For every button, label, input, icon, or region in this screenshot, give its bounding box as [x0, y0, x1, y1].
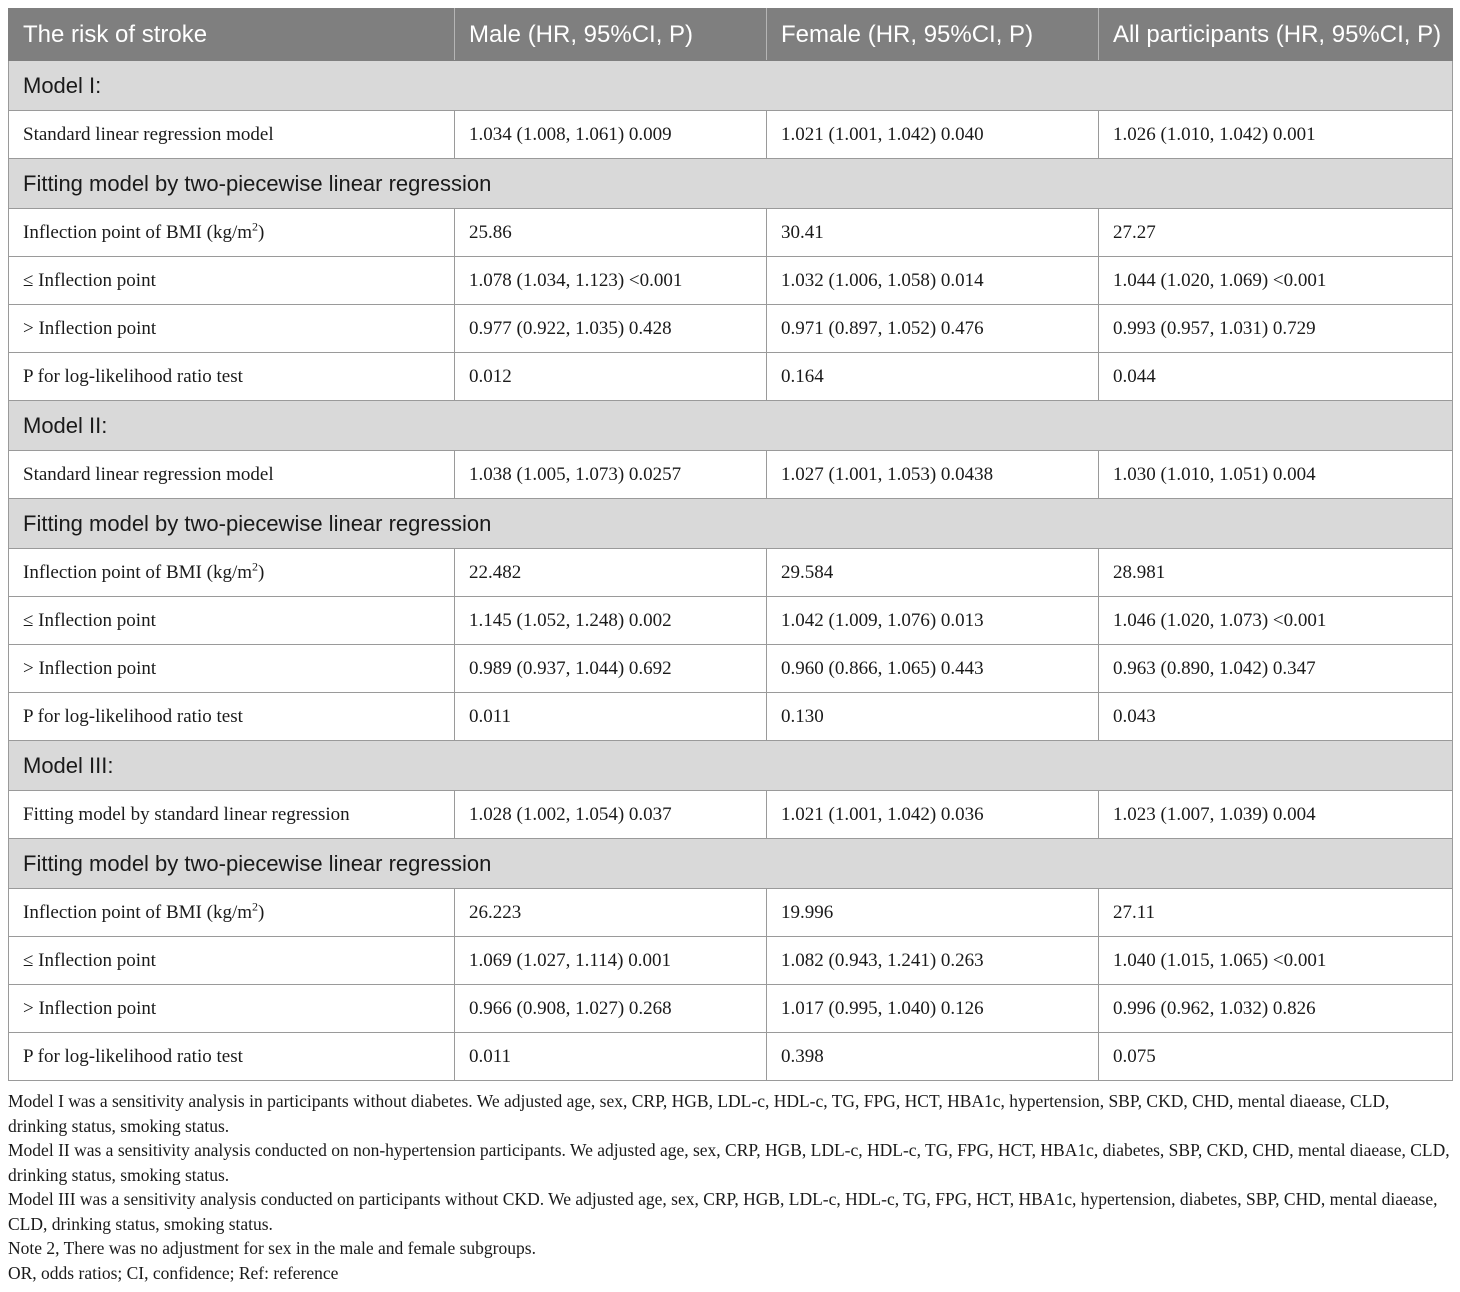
table-cell: 0.966 (0.908, 1.027) 0.268 [455, 985, 767, 1033]
table-cell: 1.017 (0.995, 1.040) 0.126 [767, 985, 1099, 1033]
table-cell: 29.584 [767, 549, 1099, 597]
table-cell: 1.023 (1.007, 1.039) 0.004 [1099, 791, 1453, 839]
table-row [9, 353, 1453, 401]
table-cell: 0.993 (0.957, 1.031) 0.729 [1099, 305, 1453, 353]
section-label: Model II: [9, 401, 1453, 451]
table-cell: 19.996 [767, 889, 1099, 937]
table-row [9, 1033, 1453, 1081]
table-cell: 1.026 (1.010, 1.042) 0.001 [1099, 111, 1453, 159]
table-row [9, 305, 1453, 353]
row-label: P for log-likelihood ratio test [9, 693, 455, 741]
table-row [9, 645, 1453, 693]
table-body [9, 61, 1453, 1081]
row-label: > Inflection point [9, 985, 455, 1033]
table-cell: 0.043 [1099, 693, 1453, 741]
header-cell: The risk of stroke [9, 9, 455, 61]
row-label-text: Inflection point of BMI (kg/m [23, 561, 253, 583]
row-label-tail: ) [258, 221, 265, 243]
table-cell: 0.011 [455, 1033, 767, 1081]
table-row [9, 791, 1453, 839]
section-row [9, 499, 1453, 549]
table-cell: 1.078 (1.034, 1.123) <0.001 [455, 257, 767, 305]
table-row [9, 209, 1453, 257]
table-cell: 0.971 (0.897, 1.052) 0.476 [767, 305, 1099, 353]
table-cell: 27.11 [1099, 889, 1453, 937]
section-row [9, 159, 1453, 209]
table-cell: 1.030 (1.010, 1.051) 0.004 [1099, 451, 1453, 499]
superscript: 2 [252, 899, 259, 914]
table-cell: 1.021 (1.001, 1.042) 0.036 [767, 791, 1099, 839]
table-cell: 0.130 [767, 693, 1099, 741]
table-cell: 26.223 [455, 889, 767, 937]
row-label: ≤ Inflection point [9, 597, 455, 645]
table-row [9, 985, 1453, 1033]
table-cell: 30.41 [767, 209, 1099, 257]
table-cell: 1.040 (1.015, 1.065) <0.001 [1099, 937, 1453, 985]
table-footnotes [8, 1089, 1452, 1285]
table-cell: 1.038 (1.005, 1.073) 0.0257 [455, 451, 767, 499]
table-cell: 1.027 (1.001, 1.053) 0.0438 [767, 451, 1099, 499]
table-cell: 1.032 (1.006, 1.058) 0.014 [767, 257, 1099, 305]
header-cell: Female (HR, 95%CI, P) [767, 9, 1099, 61]
footnote: Model I was a sensitivity analysis in participants without diabetes. We adjusted age, sex, CRP, HGB, LDL-c, HDL-c, TG, FPG, HCT, HBA1c, hypertension, SBP, CKD, CHD, mental diaease, CLD, drinking status, smoking status. [8, 1091, 1390, 1136]
row-label: Standard linear regression model [9, 111, 455, 159]
row-label [9, 889, 455, 937]
table-cell: 1.046 (1.020, 1.073) <0.001 [1099, 597, 1453, 645]
row-label: ≤ Inflection point [9, 257, 455, 305]
table-cell: 1.042 (1.009, 1.076) 0.013 [767, 597, 1099, 645]
section-label: Fitting model by two-piecewise linear regression [9, 499, 1453, 549]
footnote: Note 2, There was no adjustment for sex in the male and female subgroups. [8, 1238, 536, 1258]
table-cell: 0.963 (0.890, 1.042) 0.347 [1099, 645, 1453, 693]
table-row [9, 451, 1453, 499]
table-cell: 0.989 (0.937, 1.044) 0.692 [455, 645, 767, 693]
row-label: P for log-likelihood ratio test [9, 353, 455, 401]
footnote: OR, odds ratios; CI, confidence; Ref: reference [8, 1262, 339, 1283]
table-cell: 28.981 [1099, 549, 1453, 597]
section-row [9, 61, 1453, 111]
table-cell: 1.069 (1.027, 1.114) 0.001 [455, 937, 767, 985]
table-row [9, 693, 1453, 741]
section-label: Model I: [9, 61, 1453, 111]
table-cell: 22.482 [455, 549, 767, 597]
row-label [9, 209, 455, 257]
superscript: 2 [252, 559, 259, 574]
table-header-row [9, 9, 1453, 61]
section-label: Model III: [9, 741, 1453, 791]
table-cell: 0.996 (0.962, 1.032) 0.826 [1099, 985, 1453, 1033]
row-label: Fitting model by standard linear regression [9, 791, 455, 839]
row-label-tail: ) [258, 901, 265, 923]
table-cell: 1.034 (1.008, 1.061) 0.009 [455, 111, 767, 159]
header-cell: All participants (HR, 95%CI, P) [1099, 9, 1453, 61]
row-label: Standard linear regression model [9, 451, 455, 499]
row-label: ≤ Inflection point [9, 937, 455, 985]
table-cell: 1.021 (1.001, 1.042) 0.040 [767, 111, 1099, 159]
table-cell: 0.164 [767, 353, 1099, 401]
table-cell: 0.075 [1099, 1033, 1453, 1081]
header-cell: Male (HR, 95%CI, P) [455, 9, 767, 61]
table-cell: 27.27 [1099, 209, 1453, 257]
section-label: Fitting model by two-piecewise linear regression [9, 159, 1453, 209]
section-row [9, 839, 1453, 889]
footnote: Model III was a sensitivity analysis conducted on participants without CKD. We adjusted age, sex, CRP, HGB, LDL-c, HDL-c, TG, FPG, HCT, HBA1c, hypertension, diabetes, SBP, CHD, mental diaease, CLD, drinking status, smoking status. [8, 1189, 1438, 1234]
row-label: > Inflection point [9, 645, 455, 693]
section-row [9, 401, 1453, 451]
table-cell: 0.398 [767, 1033, 1099, 1081]
table-cell: 1.028 (1.002, 1.054) 0.037 [455, 791, 767, 839]
table-row [9, 549, 1453, 597]
document [8, 8, 1452, 1285]
table-cell: 1.145 (1.052, 1.248) 0.002 [455, 597, 767, 645]
table-row [9, 111, 1453, 159]
table-cell: 1.082 (0.943, 1.241) 0.263 [767, 937, 1099, 985]
footnote: Model II was a sensitivity analysis conducted on non-hypertension participants. We adjusted age, sex, CRP, HGB, LDL-c, HDL-c, TG, FPG, HCT, HBA1c, diabetes, SBP, CKD, CHD, mental diaease, CLD, drinking status, smoking status. [8, 1140, 1450, 1185]
stroke-risk-table [8, 8, 1453, 1081]
table-cell: 1.044 (1.020, 1.069) <0.001 [1099, 257, 1453, 305]
table-row [9, 889, 1453, 937]
table-cell: 0.044 [1099, 353, 1453, 401]
section-label: Fitting model by two-piecewise linear regression [9, 839, 1453, 889]
table-cell: 0.011 [455, 693, 767, 741]
row-label [9, 549, 455, 597]
section-row [9, 741, 1453, 791]
table-row [9, 597, 1453, 645]
table-cell: 0.960 (0.866, 1.065) 0.443 [767, 645, 1099, 693]
table-row [9, 937, 1453, 985]
superscript: 2 [252, 219, 259, 234]
table-cell: 0.977 (0.922, 1.035) 0.428 [455, 305, 767, 353]
row-label: > Inflection point [9, 305, 455, 353]
row-label: P for log-likelihood ratio test [9, 1033, 455, 1081]
row-label-tail: ) [258, 561, 265, 583]
table-row [9, 257, 1453, 305]
table-cell: 25.86 [455, 209, 767, 257]
row-label-text: Inflection point of BMI (kg/m [23, 221, 253, 243]
table-cell: 0.012 [455, 353, 767, 401]
row-label-text: Inflection point of BMI (kg/m [23, 901, 253, 923]
